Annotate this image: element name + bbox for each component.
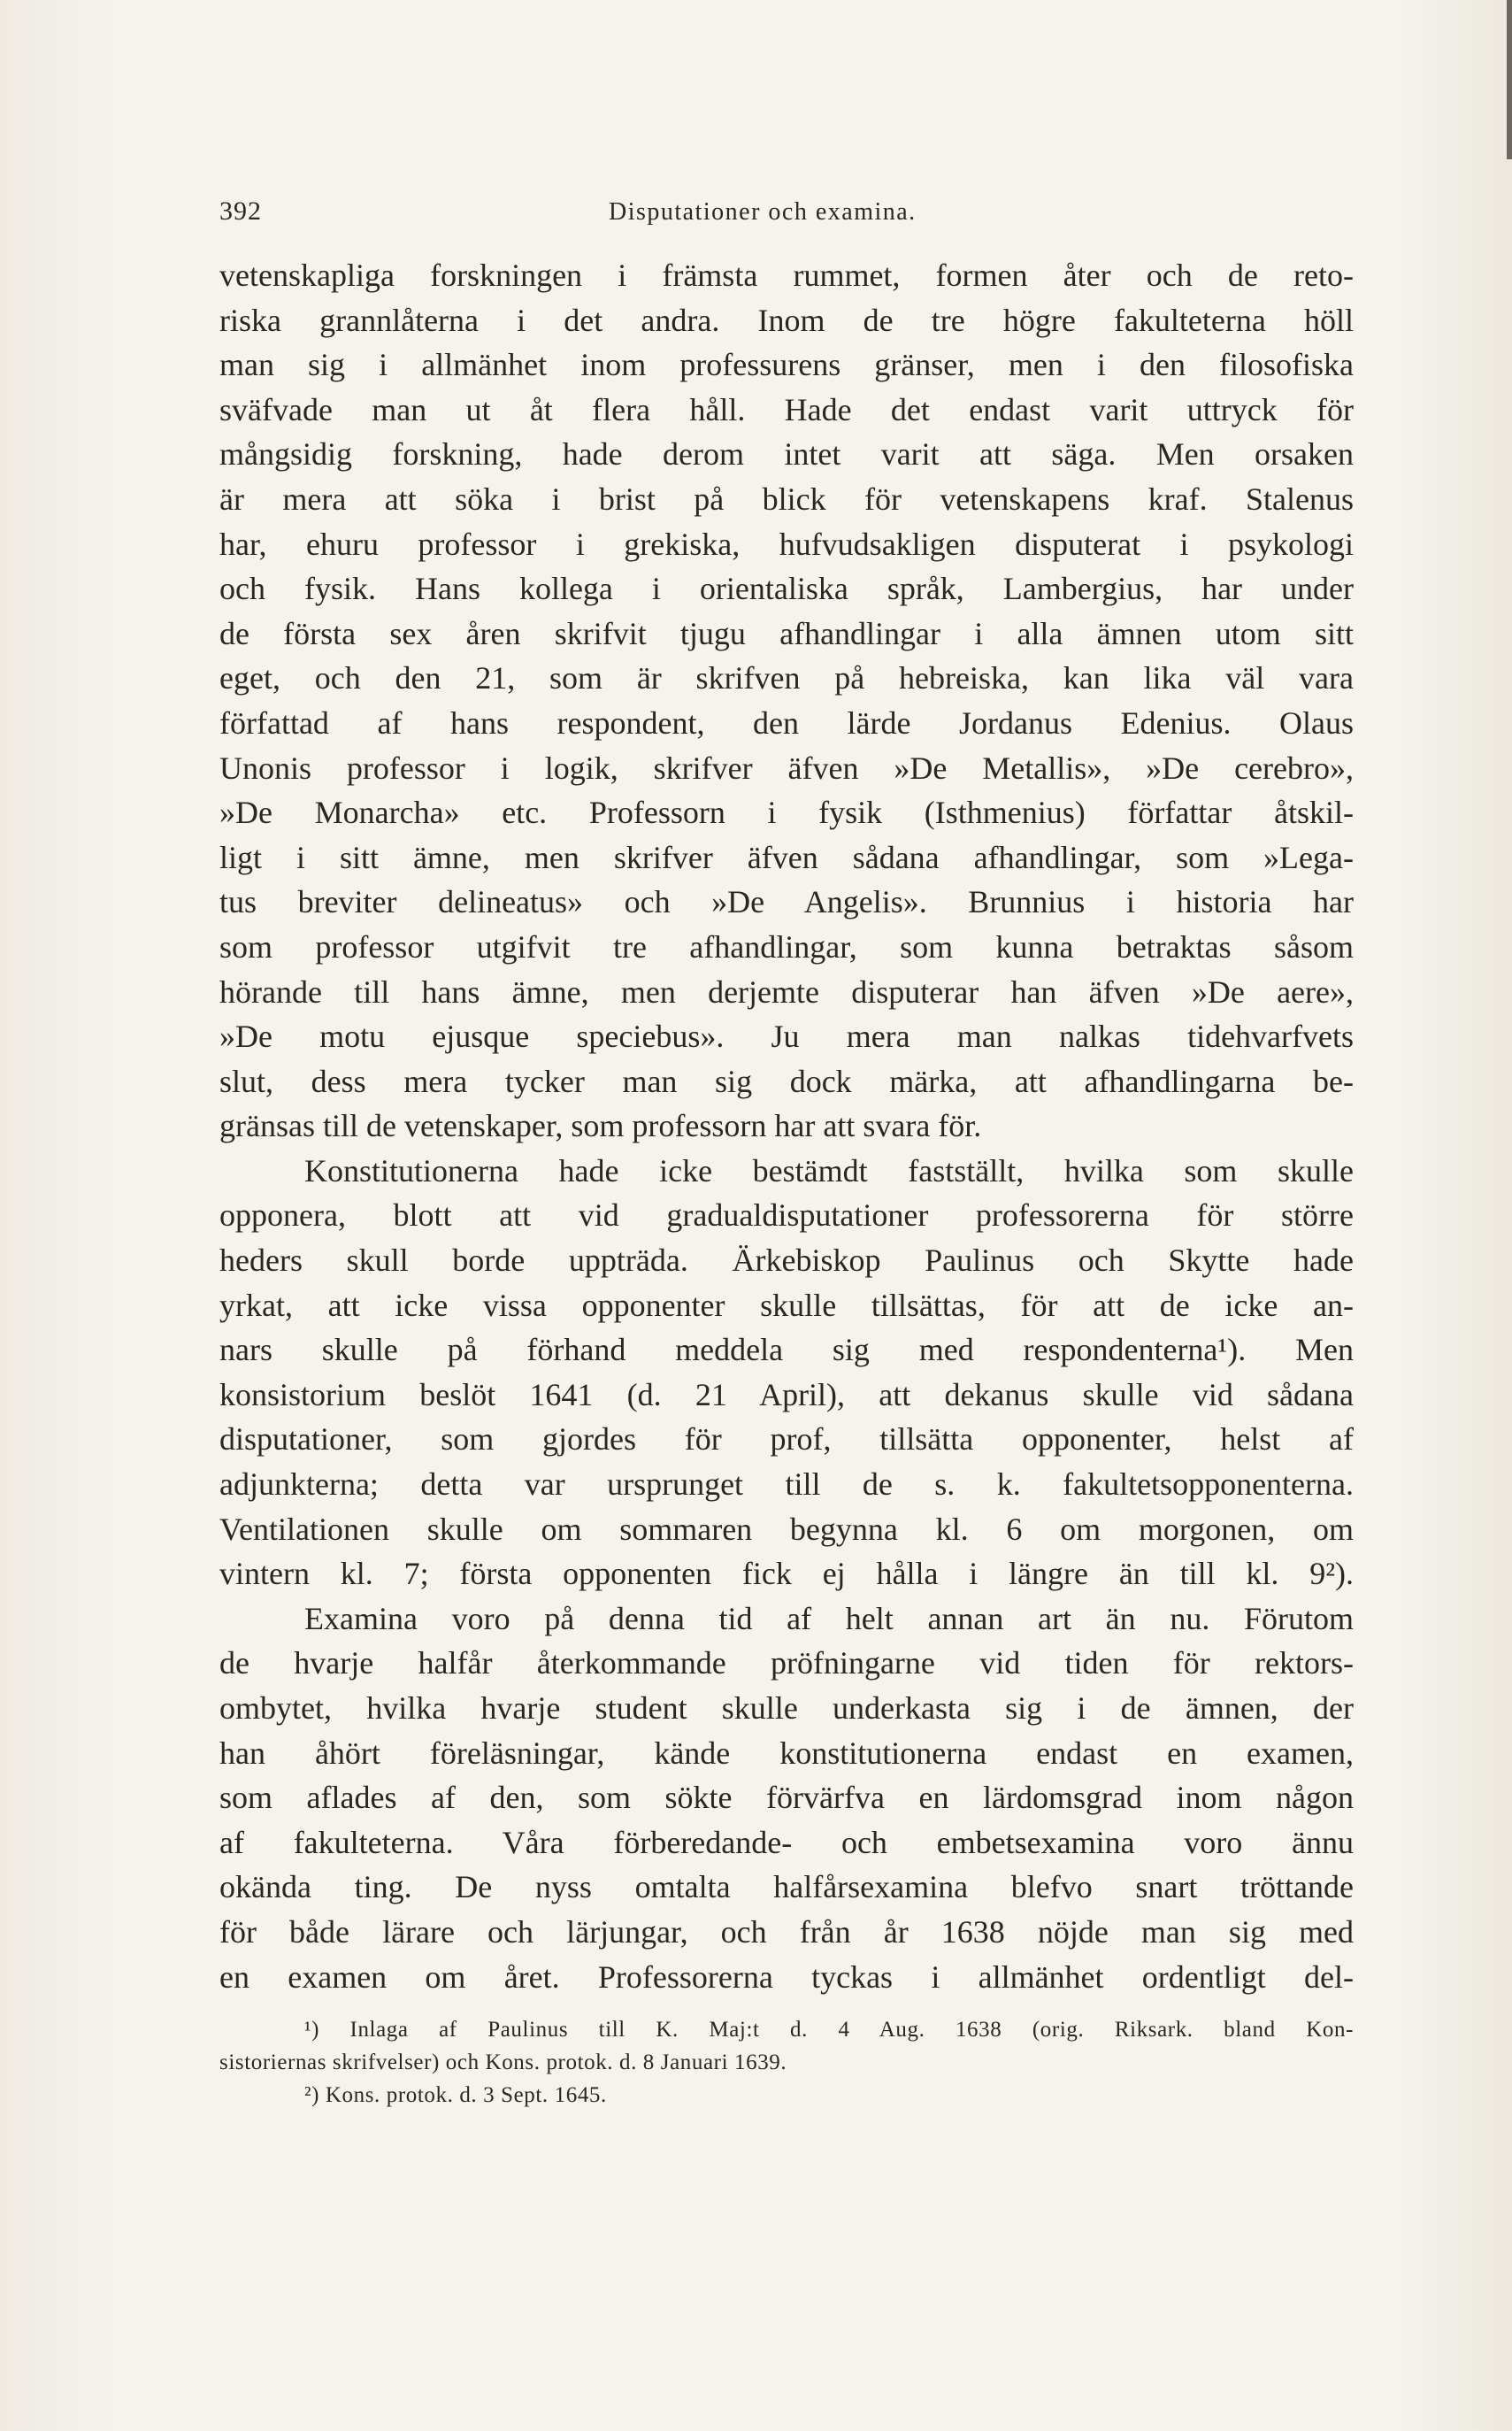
- page-header: [219, 196, 1354, 241]
- text-line: opponera, blott att vid gradualdisputationer professorerna för större: [219, 1197, 1354, 1234]
- page-edge-shadow: [1507, 0, 1512, 159]
- footnote-2: ²) Kons. protok. d. 3 Sept. 1645.: [304, 2083, 607, 2107]
- text-line: af fakulteterna. Våra förberedande- och embetsexamina voro ännu: [219, 1824, 1354, 1860]
- text-line: okända ting. De nyss omtalta halfårsexamina blefvo snart tröttande: [219, 1869, 1354, 1905]
- body-text: [219, 253, 1354, 1999]
- text-line: adjunkterna; detta var ursprunget till de s. k. fakultetsopponenterna.: [219, 1466, 1354, 1503]
- text-line: disputationer, som gjordes för prof, tillsätta opponenter, helst af: [219, 1421, 1354, 1458]
- text-line: hörande till hans ämne, men derjemte disputerar han äfven »De aere»,: [219, 973, 1354, 1010]
- text-line: de hvarje halfår återkommande pröfningarne vid tiden för rektors-: [219, 1645, 1354, 1681]
- text-line: ligt i sitt ämne, men skrifver äfven sådana afhandlingar, som »Lega-: [219, 839, 1354, 875]
- text-line: man sig i allmänhet inom professurens gränser, men i den filosofiska: [219, 347, 1354, 383]
- text-line: de första sex åren skrifvit tjugu afhandlingar i alla ämnen utom sitt: [219, 615, 1354, 651]
- text-line: gränsas till de vetenskaper, som professorn har att svara för.: [219, 1108, 982, 1144]
- paragraph-start-line: Examina voro på denna tid af helt annan art än nu. Förutom: [304, 1600, 1354, 1636]
- text-line: författad af hans respondent, den lärde Jordanus Edenius. Olaus: [219, 704, 1354, 741]
- text-line: sväfvade man ut åt flera håll. Hade det endast varit uttryck för: [219, 391, 1354, 427]
- footnote-1-continued: sistoriernas skrifvelser) och Kons. protok. d. 8 Januari 1639.: [219, 2050, 787, 2074]
- text-line: ombytet, hvilka hvarje student skulle underkasta sig i de ämnen, der: [219, 1690, 1354, 1726]
- text-line: och fysik. Hans kollega i orientaliska språk, Lambergius, har under: [219, 571, 1354, 607]
- text-line: han åhört föreläsningar, kände konstitutionerna endast en examen,: [219, 1735, 1354, 1771]
- text-line: för både lärare och lärjungar, och från år 1638 nöjde man sig med: [219, 1913, 1354, 1950]
- text-line: som professor utgifvit tre afhandlingar, som kunna betraktas såsom: [219, 928, 1354, 965]
- text-line: vetenskapliga forskningen i främsta rummet, formen åter och de reto-: [219, 258, 1354, 293]
- footnotes: [219, 2013, 1354, 2112]
- page-number: 392: [219, 196, 262, 226]
- text-line: »De motu ejusque speciebus». Ju mera man nalkas tidehvarfvets: [219, 1019, 1354, 1055]
- text-line: har, ehuru professor i grekiska, hufvudsakligen disputerat i psykologi: [219, 526, 1354, 562]
- text-line: yrkat, att icke vissa opponenter skulle tillsättas, för att de icke an-: [219, 1287, 1354, 1323]
- text-line: Ventilationen skulle om sommaren begynna kl. 6 om morgonen, om: [219, 1511, 1354, 1547]
- text-line: slut, dess mera tycker man sig dock märka, att afhandlingarna be-: [219, 1063, 1354, 1099]
- text-line: är mera att söka i brist på blick för vetenskapens kraf. Stalenus: [219, 481, 1354, 517]
- footnote-1: ¹) Inlaga af Paulinus till K. Maj:t d. 4 Aug. 1638 (orig. Riksark. bland Kon-: [304, 2018, 1354, 2042]
- text-line: nars skulle på förhand meddela sig med respondenterna¹). Men: [219, 1332, 1354, 1368]
- running-title: Disputationer och examina.: [609, 198, 917, 226]
- text-line: konsistorium beslöt 1641 (d. 21 April), att dekanus skulle vid sådana: [219, 1376, 1354, 1412]
- text-line: eget, och den 21, som är skrifven på hebreiska, kan lika väl vara: [219, 660, 1354, 696]
- text-line: heders skull borde uppträda. Ärkebiskop Paulinus och Skytte hade: [219, 1242, 1354, 1279]
- paragraph-start-line: Konstitutionerna hade icke bestämdt fastställt, hvilka som skulle: [304, 1152, 1354, 1189]
- text-line: en examen om året. Professorerna tyckas i allmänhet ordentligt del-: [219, 1958, 1354, 1995]
- text-line: vintern kl. 7; första opponenten fick ej hålla i längre än till kl. 9²).: [219, 1556, 1354, 1592]
- text-line: »De Monarcha» etc. Professorn i fysik (Isthmenius) författar åtskil-: [219, 795, 1354, 831]
- text-line: Unonis professor i logik, skrifver äfven »De Metallis», »De cerebro»,: [219, 750, 1354, 786]
- text-line: mångsidig forskning, hade derom intet varit att säga. Men orsaken: [219, 436, 1354, 473]
- text-line: som aflades af den, som sökte förvärfva en lärdomsgrad inom någon: [219, 1780, 1354, 1816]
- text-line: tus breviter delineatus» och »De Angelis». Brunnius i historia har: [219, 884, 1354, 920]
- text-line: riska grannlåterna i det andra. Inom de tre högre fakulteterna höll: [219, 302, 1354, 338]
